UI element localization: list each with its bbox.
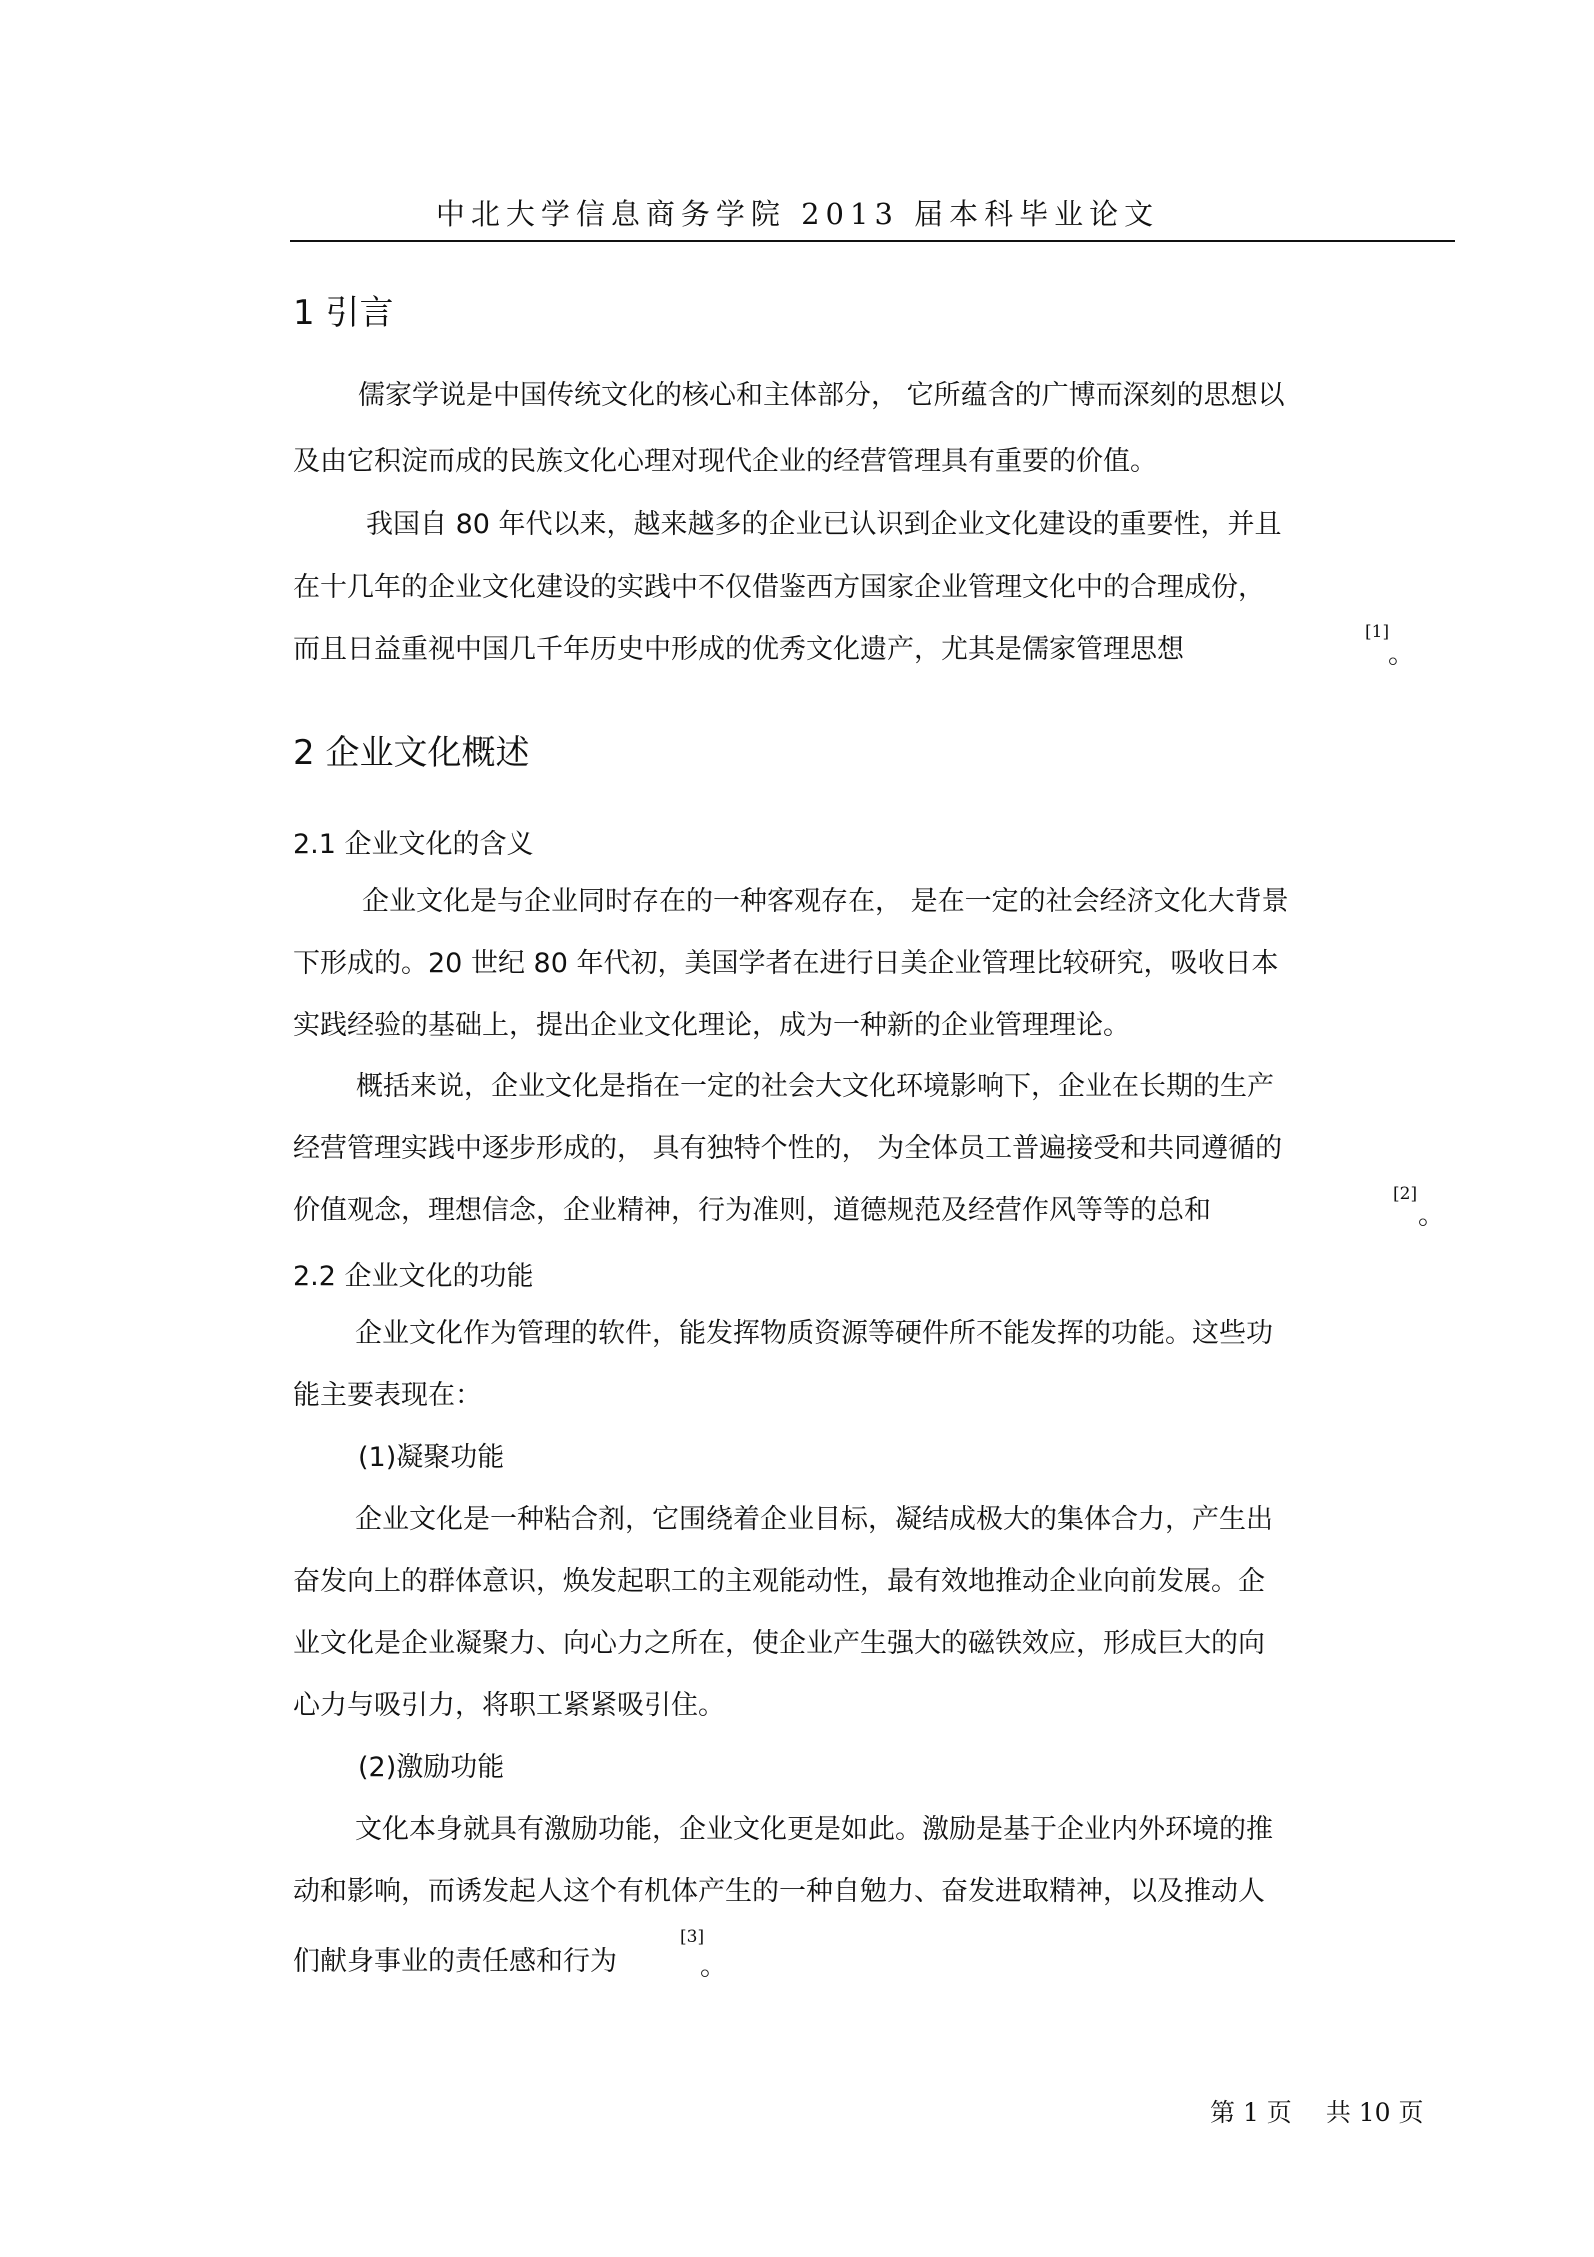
paragraph-line: 企业文化是一种粘合剂，它围绕着企业目标，凝结成极大的集体合力，产生出 <box>355 1504 1273 1535</box>
citation-ref: [1] <box>1365 622 1390 642</box>
citation-period: 。 <box>1388 639 1415 670</box>
paragraph-line: 及由它积淀而成的民族文化心理对现代企业的经营管理具有重要的价值。 <box>293 446 1157 477</box>
paragraph-line: 在十几年的企业文化建设的实践中不仅借鉴西方国家企业管理文化中的合理成份， <box>293 572 1265 603</box>
page-total: 共 10 页 <box>1325 2098 1424 2127</box>
paragraph-line: 经营管理实践中逐步形成的， 具有独特个性的， 为全体员工普遍接受和共同遵循的 <box>293 1133 1283 1164</box>
list-item-heading: (1)凝聚功能 <box>358 1442 505 1473</box>
subsection-2-1-heading: 2.1 企业文化的含义 <box>293 829 534 860</box>
header-rule <box>290 240 1455 242</box>
paragraph-line: 实践经验的基础上，提出企业文化理论，成为一种新的企业管理理论。 <box>293 1010 1130 1041</box>
page-number: 第 1 页 <box>1210 2098 1292 2127</box>
citation-ref: [2] <box>1393 1184 1418 1204</box>
paragraph-line: 能主要表现在： <box>293 1380 482 1411</box>
citation-period: 。 <box>700 1951 727 1982</box>
paragraph-line: 企业文化作为管理的软件，能发挥物质资源等硬件所不能发挥的功能。这些功 <box>355 1318 1273 1349</box>
paragraph-line: 下形成的。20 世纪 80 年代初，美国学者在进行日美企业管理比较研究，吸收日本 <box>293 948 1279 979</box>
paragraph-line: 儒家学说是中国传统文化的核心和主体部分， 它所蕴含的广博而深刻的思想以 <box>358 380 1285 411</box>
citation-ref: [3] <box>680 1927 705 1947</box>
paragraph-line: 价值观念，理想信念，企业精神，行为准则，道德规范及经营作风等等的总和 <box>293 1195 1211 1226</box>
paragraph-line: 们献身事业的责任感和行为 <box>293 1946 617 1977</box>
page-footer <box>1210 2093 1458 2129</box>
running-header: 中北大学信息商务学院 2013 届本科毕业论文 <box>435 197 1160 231</box>
subsection-2-2-heading: 2.2 企业文化的功能 <box>293 1261 534 1292</box>
paragraph-line: 奋发向上的群体意识，焕发起职工的主观能动性，最有效地推动企业向前发展。企 <box>293 1566 1265 1597</box>
section-2-heading: 2 企业文化概述 <box>293 733 530 773</box>
paragraph-line: 心力与吸引力，将职工紧紧吸引住。 <box>293 1690 725 1721</box>
paragraph-line: 文化本身就具有激励功能，企业文化更是如此。激励是基于企业内外环境的推 <box>355 1814 1273 1845</box>
citation-period: 。 <box>1418 1200 1445 1231</box>
paragraph-line: 而且日益重视中国几千年历史中形成的优秀文化遗产，尤其是儒家管理思想 <box>293 634 1184 665</box>
list-item-heading: (2)激励功能 <box>358 1752 505 1783</box>
paragraph-line: 我国自 80 年代以来，越来越多的企业已认识到企业文化建设的重要性，并且 <box>366 509 1282 540</box>
paragraph-line: 动和影响，而诱发起人这个有机体产生的一种自勉力、奋发进取精神，以及推动人 <box>293 1876 1265 1907</box>
section-1-heading: 1 引言 <box>293 293 394 333</box>
paragraph-line: 业文化是企业凝聚力、向心力之所在，使企业产生强大的磁铁效应，形成巨大的向 <box>293 1628 1265 1659</box>
paragraph-line: 概括来说，企业文化是指在一定的社会大文化环境影响下，企业在长期的生产 <box>356 1071 1274 1102</box>
paragraph-line: 企业文化是与企业同时存在的一种客观存在， 是在一定的社会经济文化大背景 <box>362 886 1289 917</box>
